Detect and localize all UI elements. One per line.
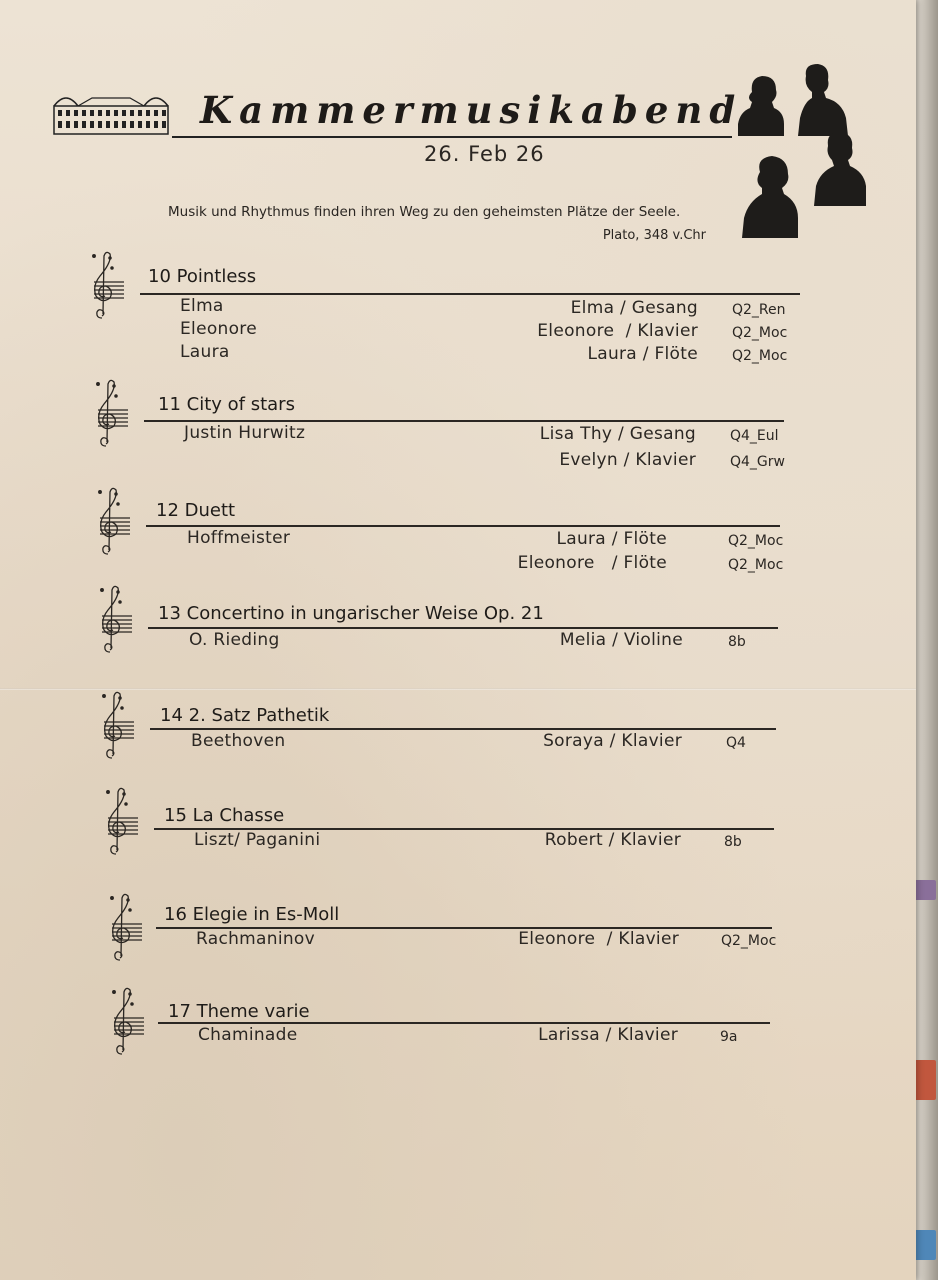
composer-name: Laura — [180, 342, 230, 362]
class-code: Q4 — [726, 735, 746, 751]
piece-number: 17 — [168, 1001, 191, 1022]
edge-mark — [914, 1060, 936, 1100]
treble-clef-icon — [96, 688, 136, 762]
entry-rule — [144, 420, 784, 422]
piece-number: 11 — [158, 394, 181, 415]
entry-rule — [148, 627, 778, 629]
piece-number: 15 — [164, 805, 187, 826]
performer-instrument: Robert / Klavier — [544, 830, 681, 850]
composer-silhouettes-icon — [732, 62, 872, 242]
edge-mark — [914, 1230, 936, 1260]
piece-title — [158, 394, 295, 415]
treble-clef-icon — [92, 484, 132, 558]
class-code: Q4_Eul — [730, 428, 779, 444]
composer-name: Hoffmeister — [187, 528, 291, 548]
title-underline — [172, 136, 732, 138]
treble-clef-icon — [104, 890, 144, 964]
piece-title — [158, 603, 544, 624]
performer-instrument: Soraya / Klavier — [543, 731, 682, 751]
entry-rule — [150, 728, 776, 730]
performer-instrument: Elma / Gesang — [570, 298, 698, 318]
piece-title — [156, 500, 235, 521]
piece-name: La Chasse — [192, 805, 285, 826]
composer-name: Beethoven — [191, 731, 286, 751]
class-code: 8b — [728, 634, 746, 650]
piece-name: Duett — [184, 500, 236, 521]
class-code: Q4_Grw — [730, 454, 785, 470]
piece-number: 10 — [148, 266, 171, 287]
composer-name: Eleonore — [180, 319, 257, 339]
piece-title — [168, 1001, 310, 1022]
piece-name: Elegie in Es-Moll — [192, 904, 340, 925]
performer-instrument: Laura / Flöte — [587, 344, 698, 364]
piece-number: 16 — [164, 904, 187, 925]
performer-instrument: Melia / Violine — [559, 630, 683, 650]
piece-number: 14 — [160, 705, 183, 726]
performer-instrument: Larissa / Klavier — [538, 1025, 678, 1045]
performer-instrument: Eleonore / Klavier — [518, 929, 679, 949]
performer-instrument: Lisa Thy / Gesang — [539, 424, 696, 444]
class-code: Q2_Moc — [728, 533, 784, 549]
composer-name: Justin Hurwitz — [184, 423, 306, 443]
entry-rule — [146, 525, 780, 527]
composer-name: Liszt/ Paganini — [194, 830, 321, 850]
treble-clef-icon — [100, 784, 140, 858]
piece-title — [148, 266, 256, 287]
class-code: Q2_Ren — [732, 302, 786, 318]
page-title: Kammermusikabend — [200, 88, 743, 132]
performer-instrument: Laura / Flöte — [556, 529, 667, 549]
composer-name: O. Rieding — [189, 630, 280, 650]
performer-instrument: Evelyn / Klavier — [559, 450, 696, 470]
treble-clef-icon — [94, 582, 134, 656]
treble-clef-icon — [106, 984, 146, 1058]
piece-number: 12 — [156, 500, 179, 521]
treble-clef-icon — [86, 248, 126, 322]
entry-rule — [140, 293, 800, 295]
edge-mark — [914, 880, 936, 900]
piece-number: 13 — [158, 603, 181, 624]
class-code: Q2_Moc — [721, 933, 777, 949]
composer-name: Elma — [180, 296, 224, 316]
piece-name: Concertino in ungarischer Weise Op. 21 — [186, 603, 544, 624]
piece-name: City of stars — [186, 394, 295, 415]
entry-rule — [158, 1022, 770, 1024]
piece-title — [160, 705, 329, 726]
piece-name: Pointless — [176, 266, 257, 287]
piece-title — [164, 805, 284, 826]
class-code: Q2_Moc — [732, 348, 788, 364]
class-code: 9a — [720, 1029, 738, 1045]
composer-name: Rachmaninov — [196, 929, 315, 949]
quote-text: Musik und Rhythmus finden ihren Weg zu den geheimsten Plätze der Seele. — [168, 204, 681, 220]
building-icon — [52, 92, 170, 136]
piece-name: Theme varie — [196, 1001, 310, 1022]
treble-clef-icon — [90, 376, 130, 450]
class-code: Q2_Moc — [728, 557, 784, 573]
quote-source: Plato, 348 v.Chr — [602, 228, 706, 243]
class-code: Q2_Moc — [732, 325, 788, 341]
paper-fold — [0, 688, 916, 690]
composer-name: Chaminade — [198, 1025, 298, 1045]
class-code: 8b — [724, 834, 742, 850]
performer-instrument: Eleonore / Klavier — [537, 321, 698, 341]
performer-instrument: Eleonore / Flöte — [517, 553, 667, 573]
piece-name: 2. Satz Pathetik — [188, 705, 330, 726]
piece-title — [164, 904, 339, 925]
event-date: 26. Feb 26 — [424, 142, 545, 166]
